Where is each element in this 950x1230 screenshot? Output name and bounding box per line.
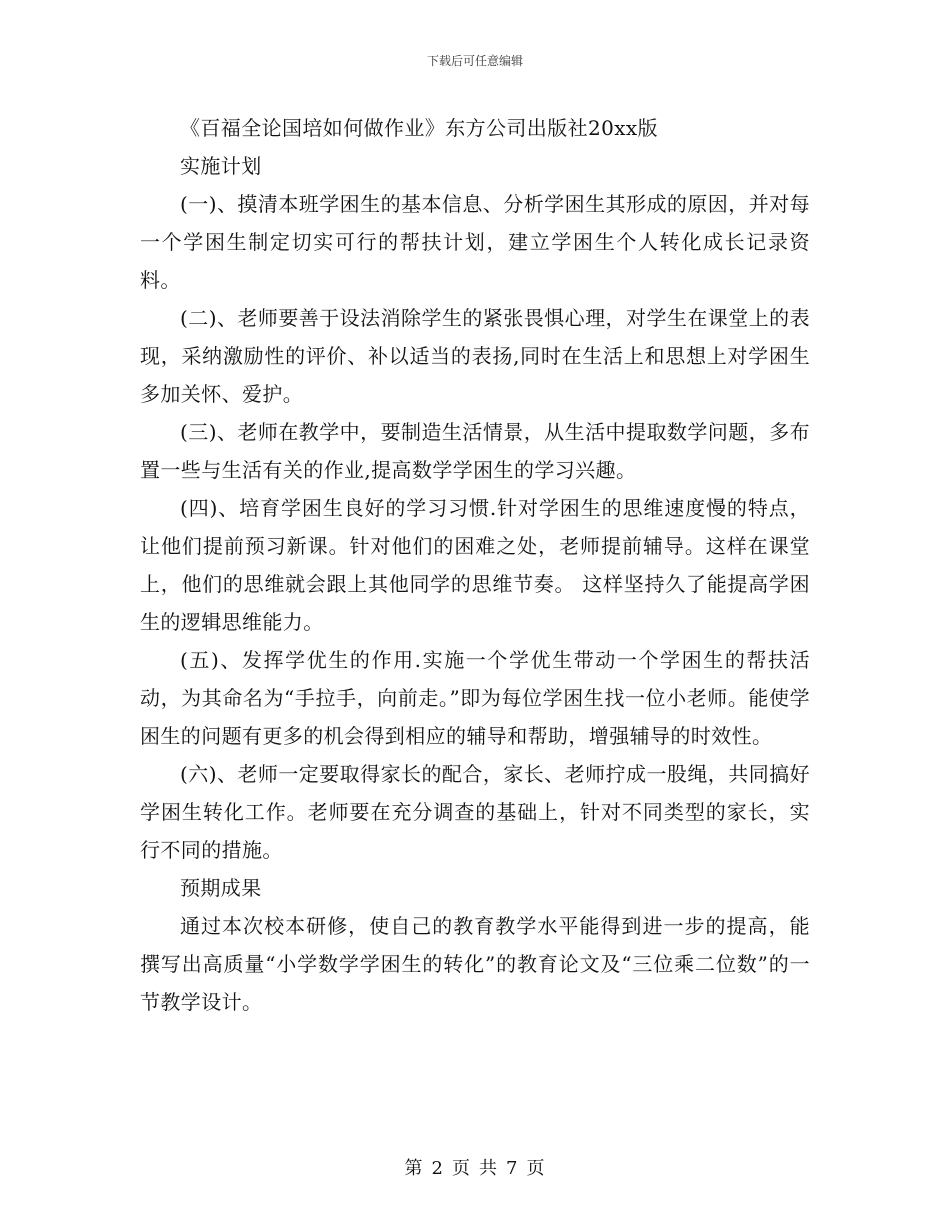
section-heading-plan: 实施计划: [180, 154, 262, 178]
footer-page-word: 页: [452, 1158, 471, 1179]
plan-item-2: (二)、老师要善于设法消除学生的紧张畏惧心理，对学生在课堂上的表现，采纳激励性的评价、补以适当的表扬,同时在生活上和思想上对学困生多加关怀、爱护。: [140, 306, 810, 406]
footer-total-word: 共: [479, 1158, 498, 1179]
section-heading-outcome: 预期成果: [180, 876, 262, 900]
plan-item-3: (三)、老师在教学中，要制造生活情景，从生活中提取数学问题，多布置一些与生活有关的作业,提高数学学困生的学习兴趣。: [140, 420, 810, 482]
plan-item-4: (四)、培育学困生良好的学习习惯.针对学困生的思维速度慢的特点，让他们提前预习新课。针对他们的困难之处，老师提前辅导。这样在课堂上，他们的思维就会跟上其他同学的思维节奏。 这样坚持久了能提高学困生的逻辑思维能力。: [140, 496, 810, 634]
page-number-footer: [0, 1154, 950, 1180]
plan-item-1: (一)、摸清本班学困生的基本信息、分析学困生其形成的原因，并对每一个学困生制定切实可行的帮扶计划，建立学困生个人转化成长记录资料。: [140, 192, 810, 292]
reference-line: 《百福全论国培如何做作业》东方公司出版社20xx版: [180, 116, 659, 140]
plan-item-6: (六)、老师一定要取得家长的配合，家长、老师拧成一股绳，共同搞好学困生转化工作。老师要在充分调查的基础上，针对不同类型的家长，实行不同的措施。: [140, 762, 810, 862]
footer-total-pages: 7: [506, 1158, 519, 1179]
plan-item-5: (五)、发挥学优生的作用.实施一个学优生带动一个学困生的帮扶活动，为其命名为“手拉手，向前走。”即为每位学困生找一位小老师。能使学困生的问题有更多的机会得到相应的辅导和帮助，增强辅导的时效性。: [140, 648, 810, 748]
header-note: 下载后可任意编辑: [426, 54, 523, 68]
footer-suffix: 页: [526, 1158, 546, 1179]
footer-prefix: 第: [404, 1158, 424, 1179]
outcome-paragraph: 通过本次校本研修，使自己的教育教学水平能得到进一步的提高，能撰写出高质量“小学数学学困生的转化”的教育论文及“三位乘二位数”的一节教学设计。: [140, 914, 810, 1014]
footer-current-page: 2: [431, 1158, 444, 1179]
document-body: [140, 109, 810, 1021]
